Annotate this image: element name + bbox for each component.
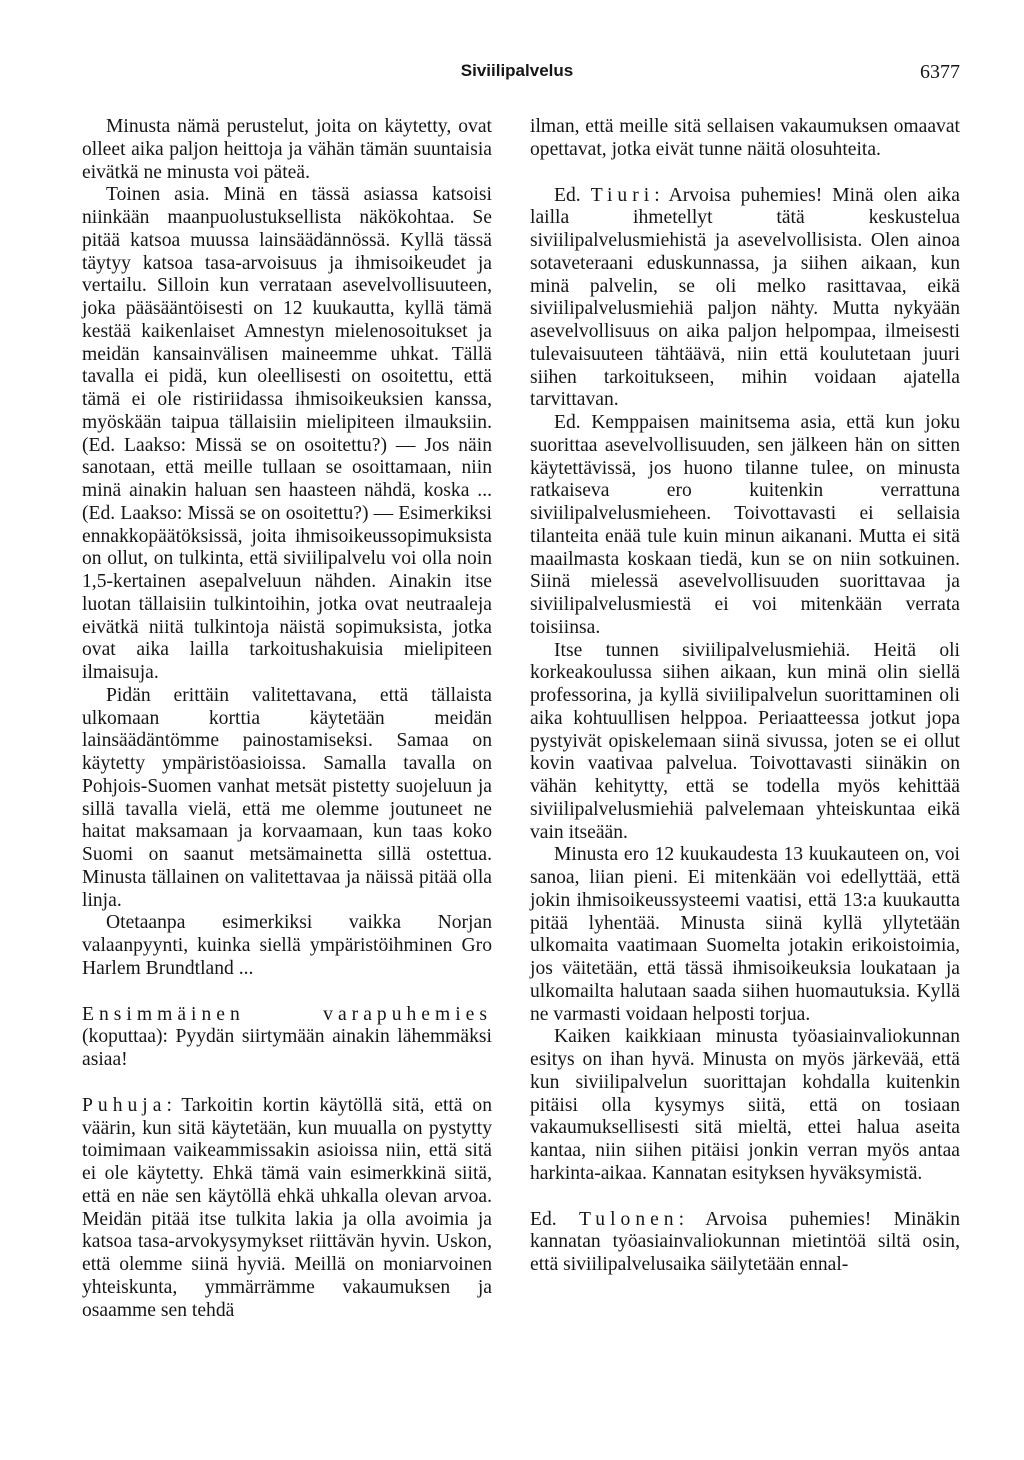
speaker-prefix: Ed.	[530, 1208, 579, 1230]
speech-block	[530, 1209, 960, 1277]
paragraph: Kaiken kaikkiaan minusta työasiainvaliokunnan esitys on ihan hyvä. Minusta on myös järkevää, että kun siviilipalvelun suorittajan kohdalla kuitenkin pitäisi olla kysymys siitä, että on tosiaan vakaumuksellisesti sitä mieltä, ettei halua aseita kantaa, niin siihen pitäisi jonkin verran myös antaa harkinta-aikaa. Kannatan esityksen hyväksymistä.	[530, 1026, 960, 1184]
speaker-name: Tiuri	[590, 184, 655, 206]
paragraph: Otetaanpa esimerkiksi vaikka Norjan valaanpyynti, kuinka siellä ympäristöihminen Gro Harlem Brundtland ...	[82, 912, 492, 979]
left-column	[82, 116, 492, 1322]
running-header-title: Siviilipalvelus	[460, 61, 574, 80]
paragraph: Toinen asia. Minä en tässä asiassa katsoisi niinkään maanpuolustuksellista näkökohtaa. Se pitää katsoa muussa lainsäädännössä. Kyllä tässä täytyy katsoa tasa-arvoisuus ja ihmisoikeudet ja vertailu. Silloin kun verrataan asevelvollisuuteen, joka pääsääntöisesti on 12 kuukautta, kyllä tämä kestää kaikenlaiset Amnestyn mielenosoitukset ja meidän kansainvälisen maineemme uhkat. Tällä tavalla ei pidä, kun oleellisesti on osoitettu, että tämä ei ole ristiriidassa ihmisoikeuksien kanssa, myöskään taipua tällaisiin mielipiteen ilmauksiin. (Ed. Laakso: Missä se on osoitettu?) — Jos näin sanotaan, että meille tullaan se osoittamaan, niin minä ainakin haluan sen haasteen nähdä, koska ... (Ed. Laakso: Missä se on osoitettu?) — Esimerkiksi ennakkopäätöksissä, joita ihmisoikeussopimuksista on ollut, on tulkinta, että siviilipalvelu voi olla noin 1,5-kertainen asepalveluun nähden. Ainakin itse luotan tällaisiin tulkintoihin, jotka ovat neutraaleja eivätkä niitä tulkintoja näistä sopimuksista, jotka ovat aika lailla tarkoitushakuisia mielipiteen ilmaisuja.	[82, 184, 492, 683]
paragraph: Itse tunnen siviilipalvelusmiehiä. Heitä oli korkeakoulussa siihen aikaan, kun minä olin siellä professorina, ja kyllä siviilipalvelun suorittaminen oli aika kohtuullisen helppoa. Periaatteessa jotkut jopa pystyivät opiskelemaan siinä sivussa, joten se ei ollut kovin vaativaa palvelua. Toivottavasti siinäkin on vähän kehitytty, että se todella myös kehittää siviilipalvelusmiehiä palvelemaan yhteiskuntaa eikä vain itseään.	[530, 639, 960, 843]
speaker-name: Tulonen	[579, 1208, 679, 1230]
paragraph: Minusta nämä perustelut, joita on käytetty, ovat olleet aika paljon heittoja ja vähän tämän suuntaisia eivätkä ne minusta voi päteä.	[82, 116, 492, 183]
paragraph-continued: ilman, että meille sitä sellaisen vakaumuksen omaavat opettavat, jotka eivät tunne näitä olosuhteita.	[530, 116, 960, 160]
page-number: 6377	[920, 61, 960, 83]
speech-block	[82, 1004, 492, 1072]
speech-text: : Tarkoitin kortin käytöllä sitä, että on väärin, kun sitä käytetään, kun muualla on pystytty toimimaan vaikeammissakin asioissa niin, että sitä ei ole käytetty. Ehkä tämä vain esimerkkinä siitä, että en näe sen käytöllä ehkä uhkalla olevan arvoa. Meidän pitää itse tulkita lakia ja olla avoimia ja katsoa tasa-arvokysymykset riittävän hyvin. Uskon, että olemme siinä hyviä. Meillä on moniarvoinen yhteiskunta, ymmärrämme vakaumuksen ja osaamme sen tehdä	[82, 1094, 492, 1321]
right-column	[530, 116, 960, 1277]
speaker-prefix: Ed.	[554, 184, 591, 206]
paragraph: Minusta ero 12 kuukaudesta 13 kuukauteen on, voi sanoa, liian pieni. Ei mitenkään voi edellyttää, että jokin ihmisoikeussysteemi vaatisi, että 13:a kuukautta pitää lyhentää. Minusta siinä kyllä yllytetään ulkomaita vaatimaan Suomelta jotakin erikoistoimia, jos väitetään, että tässä ihmisoikeuksia loukataan ja ulkomailta halutaan saada siihen huomautuksia. Kyllä ne varmasti voidaan helposti torjua.	[530, 844, 960, 1025]
paragraph: Ed. Kemppaisen mainitsema asia, että kun joku suorittaa asevelvollisuuden, sen jälkeen hän on sitten käytettävissä, jos huono tilanne tulee, on minusta ratkaiseva ero kuitenkin verrattuna siviilipalvelusmieheen. Toivottavasti ei sellaisia tilanteita enää tule kuin minun aikanani. Mutta ei sitä maailmasta koskaan tiedä, kun se on niin sotkuinen. Siinä mielessä asevelvollisuuden suorittavaa ja siviilipalvelusmiestä ei voi mitenkään verrata toisiinsa.	[530, 412, 960, 638]
speech-text: : Arvoisa puhemies! Minä olen aika lailla ihmetellyt tätä keskustelua siviilipalvelusmiehistä ja asevelvollisista. Olen ainoa sotaveteraani eduskunnassa, ja siihen aikaan, kun minä palvelin, se oli melko rasittavaa, eikä siviilipalvelusmiehiä paljon nähty. Mutta nykyään asevelvollisuus on aika paljon helpompaa, ilmeisesti tulevaisuuteen tähtäävä, niin että koulutetaan juuri siihen tarkoitukseen, mihin voidaan ajatella tarvittavan.	[530, 184, 961, 411]
speech-text: (koputtaa): Pyydän siirtymään ainakin lähemmäksi asiaa!	[82, 1026, 492, 1070]
speaker-name: Ensimmäinen varapuhemies	[82, 1003, 492, 1025]
speech-block	[82, 1095, 492, 1323]
speaker-name: Puhuja	[82, 1094, 167, 1116]
paragraph: Pidän erittäin valitettavana, että tällaista ulkomaan korttia käytetään meidän lainsäädäntömme painostamiseksi. Samaa on käytetty ympäristöasioissa. Samalla tavalla on Pohjois-Suomen vanhat metsät pistetty suojeluun ja sillä tavalla vielä, että me olemme joutuneet ne haitat maksamaan ja korvaamaan, kun taas koko Suomi on saanut metsämainetta sillä ostettua. Minusta tällainen on valitettavaa ja näissä pitää olla linja.	[82, 684, 492, 911]
speech-block	[530, 185, 960, 413]
speech-text: : Arvoisa puhemies! Minäkin kannatan työasiainvaliokunnan mietintöä siltä osin, että siviilipalvelusaika säilytetään ennal-	[530, 1208, 961, 1275]
